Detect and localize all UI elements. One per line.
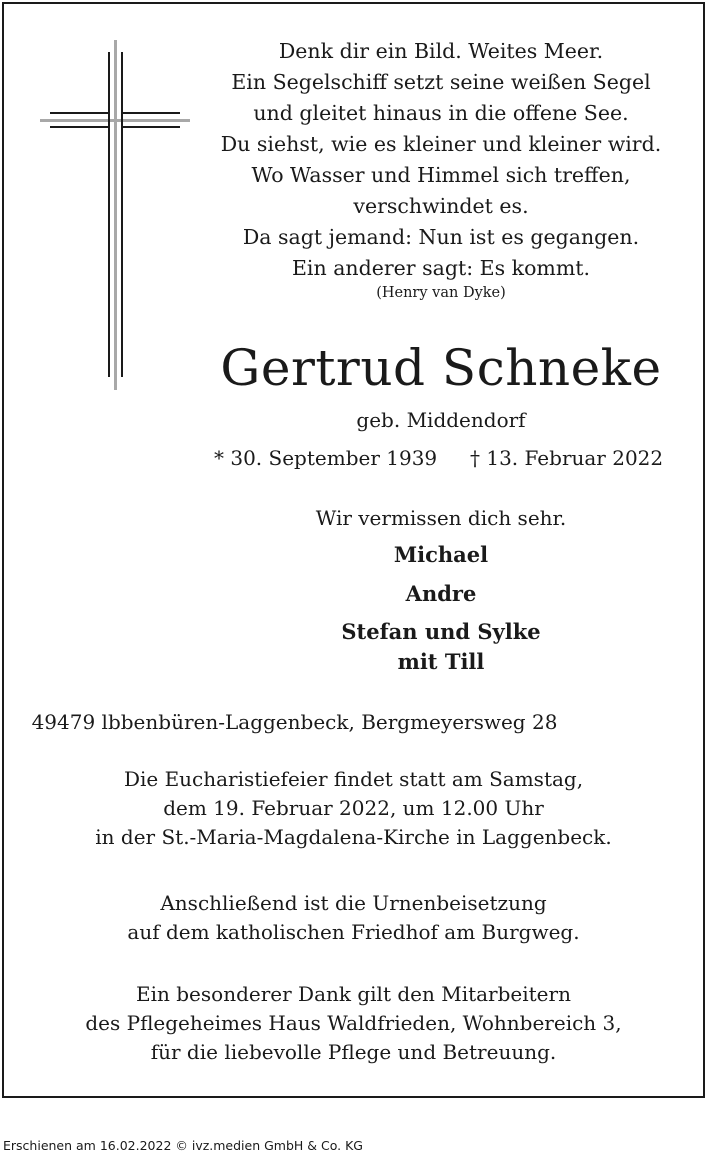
burial-line: auf dem katholischen Friedhof am Burgweg. (127, 920, 580, 944)
deceased-name: Gertrud Schneke (220, 339, 662, 397)
mourner-name: Andre (405, 581, 477, 606)
service-line: Die Eucharistiefeier findet statt am Samstag, (123, 767, 584, 791)
poem-line: und gleitet hinaus in die offene See. (253, 101, 629, 125)
mourners-intro: Wir vermissen dich sehr. (315, 506, 567, 530)
poem-line: Wo Wasser und Himmel sich treffen, (251, 163, 631, 187)
thanks-line: des Pflegeheimes Haus Waldfrieden, Wohnbereich 3, (85, 1011, 622, 1035)
address-line: 49479 lbbenbüren-Laggenbeck, Bergmeyersweg 28 (31, 710, 558, 734)
cross-icon (40, 40, 190, 390)
service-info (2, 765, 705, 852)
poem (200, 36, 682, 284)
poem-line: Ein Segelschiff setzt seine weißen Segel (231, 70, 651, 94)
burial-info (2, 889, 705, 947)
poem-line: Denk dir ein Bild. Weites Meer. (278, 39, 604, 63)
publication-footer: Erschienen am 16.02.2022 © ivz.medien GmbH & Co. KG (3, 1138, 363, 1153)
mourner-name: Michael (393, 542, 489, 567)
poem-line: Du siehst, wie es kleiner und kleiner wird. (220, 132, 662, 156)
service-line: dem 19. Februar 2022, um 12.00 Uhr (163, 796, 544, 820)
burial-line: Anschließend ist die Urnenbeisetzung (160, 891, 547, 915)
thanks-line: Ein besonderer Dank gilt den Mitarbeitern (136, 982, 571, 1006)
poem-line: verschwindet es. (353, 194, 529, 218)
poem-line: Ein anderer sagt: Es kommt. (291, 256, 591, 280)
birth-name: geb. Middendorf (356, 408, 526, 432)
mourner-name: mit Till (397, 649, 485, 674)
mourner-name: Stefan und Sylke (341, 619, 541, 644)
birth-date: * 30. September 1939 (214, 446, 438, 470)
service-line: in der St.-Maria-Magdalena-Kirche in Laggenbeck. (95, 825, 612, 849)
thanks-line: für die liebevolle Pflege und Betreuung. (150, 1040, 557, 1064)
death-date: † 13. Februar 2022 (470, 446, 664, 470)
poem-line: Da sagt jemand: Nun ist es gegangen. (242, 225, 640, 249)
thanks-info (2, 980, 705, 1067)
address (0, 708, 646, 737)
poem-attribution: (Henry van Dyke) (376, 285, 506, 301)
